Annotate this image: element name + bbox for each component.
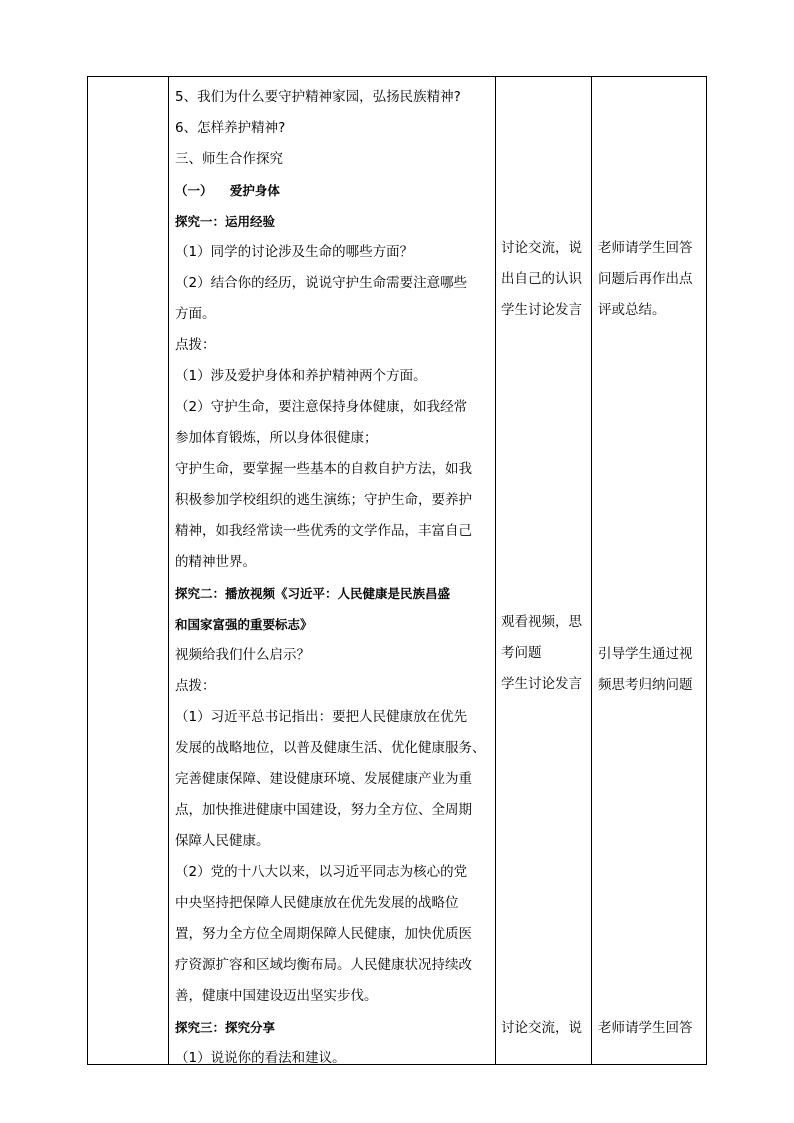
column-divider — [591, 77, 592, 1064]
content-line: （2）守护生命，要注意保持身体健康，如我经常 — [175, 399, 468, 415]
content-line: 5、我们为什么要守护精神家园，弘扬民族精神? — [175, 89, 461, 105]
content-line: 的精神世界。 — [175, 554, 256, 570]
content-line: 善，健康中国建设迈出坚实步伐。 — [175, 988, 378, 1004]
inquiry-heading: 探究二：播放视频《习近平：人民健康是民族昌盛 — [175, 586, 451, 601]
student-activity: 讨论交流，说 出自己的认识 学生讨论发言 — [501, 240, 582, 318]
student-activity: 观看视频，思 考问题 学生讨论发言 — [501, 614, 582, 692]
content-column — [168, 77, 495, 1064]
column-divider — [495, 77, 496, 1064]
content-line: 中央坚持把保障人民健康放在优先发展的战略位 — [175, 895, 459, 911]
inquiry-heading: 探究三：探究分享 — [175, 1020, 276, 1035]
section-heading: 三、师生合作探究 — [175, 151, 283, 167]
content-line: 守护生命，要掌握一些基本的自救自护方法，如我 — [175, 461, 472, 477]
content-line: 置，努力全方位全周期保障人民健康，加快优质医 — [175, 926, 472, 942]
content-line: 视频给我们什么启示？ — [175, 647, 310, 663]
content-line: 保障人民健康。 — [175, 833, 270, 849]
student-activity: 讨论交流，说 — [501, 1020, 582, 1036]
content-line: 点拨： — [175, 337, 216, 353]
content-line: 积极参加学校组织的逃生演练；守护生命，要养护 — [175, 492, 472, 508]
inquiry-heading: 探究一：运用经验 — [175, 214, 276, 229]
content-line: 6、怎样养护精神? — [175, 120, 286, 136]
content-line: （1）涉及爱护身体和养护精神两个方面。 — [175, 368, 427, 384]
content-line: （2）结合你的经历，说说守护生命需要注意哪些 — [175, 275, 468, 291]
content-line: （1）说说你的看法和建议。 — [175, 1050, 346, 1064]
lesson-table — [87, 76, 707, 1065]
content-line: （1）习近平总书记指出：要把人民健康放在优先 — [175, 709, 468, 725]
content-line: 精神，如我经常读一些优秀的文学作品，丰富自己 — [175, 523, 472, 539]
teacher-activity: 老师请学生回答 问题后再作出点 评或总结。 — [598, 240, 693, 318]
content-line: 发展的战略地位，以普及健康生活、优化健康服务、 — [175, 740, 486, 756]
teacher-activity: 老师请学生回答 — [598, 1020, 693, 1036]
inquiry-heading: 和国家富强的重要标志》 — [175, 617, 313, 632]
content-line: 完善健康保障、建设健康环境、发展健康产业为重 — [175, 771, 472, 787]
subsection-heading: （一） 爱护身体 — [175, 183, 280, 198]
content-line: 疗资源扩容和区域均衡布局。人民健康状况持续改 — [175, 957, 472, 973]
content-line: （1）同学的讨论涉及生命的哪些方面？ — [175, 244, 414, 260]
content-line: 点拨： — [175, 678, 216, 694]
content-line: 点，加快推进健康中国建设，努力全方位、全周期 — [175, 802, 472, 818]
teacher-activity: 引导学生通过视 频思考归纳问题 — [598, 646, 693, 693]
content-line: （2）党的十八大以来，以习近平同志为核心的党 — [175, 864, 468, 880]
content-line: 参加体育锻炼，所以身体很健康； — [175, 430, 378, 446]
content-line: 方面。 — [175, 306, 216, 322]
